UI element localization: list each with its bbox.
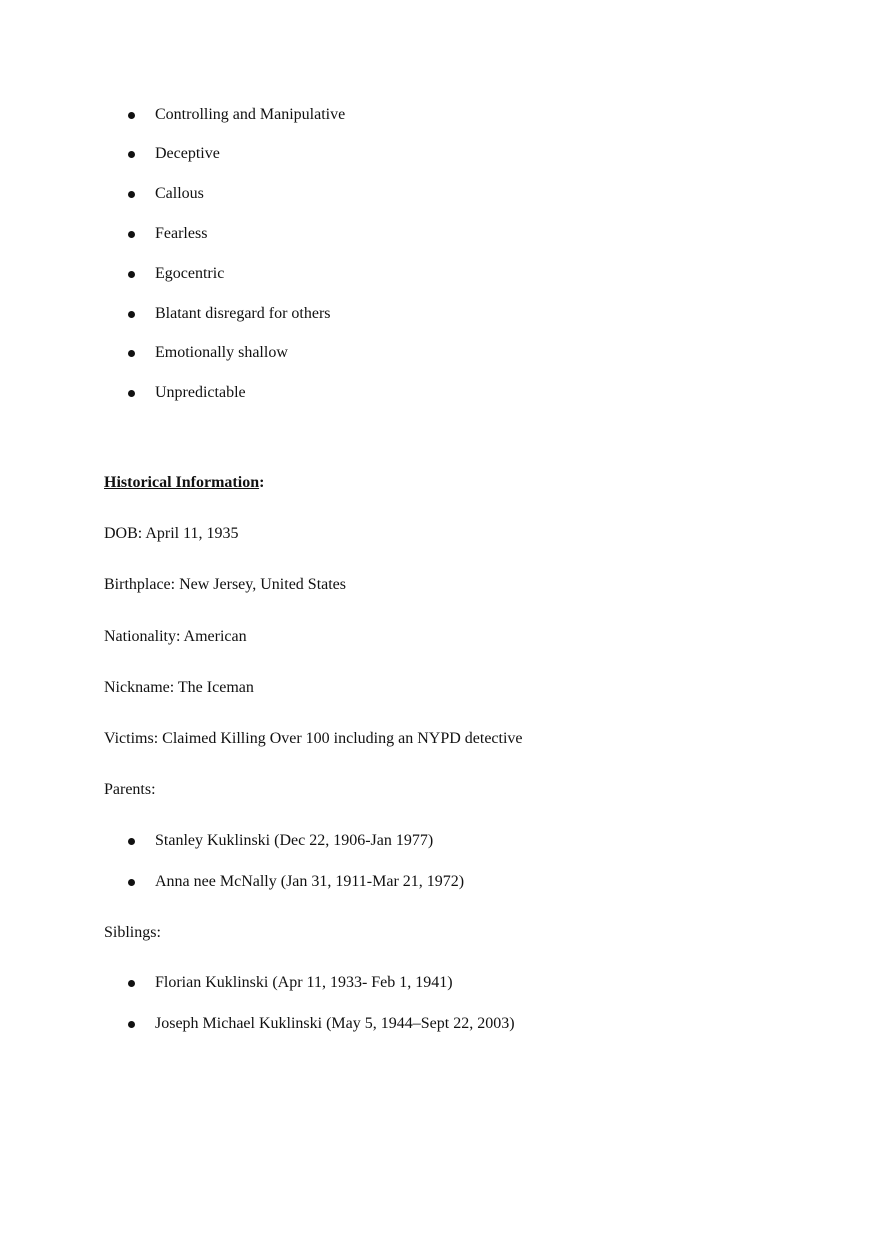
trait-text: Controlling and Manipulative xyxy=(155,106,346,123)
list-item xyxy=(0,186,880,210)
list-item xyxy=(0,266,880,290)
trait-text: Deceptive xyxy=(155,145,220,162)
list-item xyxy=(0,146,880,170)
heading-text: Historical Information xyxy=(104,474,260,491)
list-item xyxy=(0,833,880,857)
trait-text: Unpredictable xyxy=(155,384,246,401)
sibling-text: Joseph Michael Kuklinski (May 5, 1944–Sept 22, 2003) xyxy=(155,1015,515,1032)
sibling-text: Florian Kuklinski (Apr 11, 1933- Feb 1, 1941) xyxy=(155,974,453,991)
section-heading xyxy=(104,473,264,493)
nationality-line: Nationality: American xyxy=(104,628,247,645)
list-item xyxy=(0,306,880,330)
list-item xyxy=(0,345,880,369)
bullet-icon xyxy=(128,231,135,238)
list-item xyxy=(0,385,880,409)
bullet-icon xyxy=(128,350,135,357)
bullet-icon xyxy=(128,151,135,158)
list-item xyxy=(0,975,880,999)
victims-line: Victims: Claimed Killing Over 100 including an NYPD detective xyxy=(104,730,523,747)
bullet-icon xyxy=(128,390,135,397)
bullet-icon xyxy=(128,838,135,845)
trait-text: Fearless xyxy=(155,225,208,242)
bullet-icon xyxy=(128,271,135,278)
bullet-icon xyxy=(128,112,135,119)
trait-text: Callous xyxy=(155,185,204,202)
nickname-line: Nickname: The Iceman xyxy=(104,679,254,696)
bullet-icon xyxy=(128,879,135,886)
bullet-icon xyxy=(128,1021,135,1028)
siblings-label: Siblings: xyxy=(104,924,161,941)
trait-text: Blatant disregard for others xyxy=(155,305,331,322)
trait-text: Emotionally shallow xyxy=(155,344,288,361)
bullet-icon xyxy=(128,191,135,198)
parents-label: Parents: xyxy=(104,781,156,798)
list-item xyxy=(0,874,880,898)
list-item xyxy=(0,226,880,250)
list-item xyxy=(0,107,880,131)
trait-text: Egocentric xyxy=(155,265,225,282)
birthplace-line: Birthplace: New Jersey, United States xyxy=(104,576,347,593)
dob-line: DOB: April 11, 1935 xyxy=(104,525,239,542)
bullet-icon xyxy=(128,980,135,987)
heading-colon: : xyxy=(259,474,265,491)
parent-text: Stanley Kuklinski (Dec 22, 1906-Jan 1977) xyxy=(155,832,434,849)
bullet-icon xyxy=(128,311,135,318)
list-item xyxy=(0,1016,880,1040)
parent-text: Anna nee McNally (Jan 31, 1911-Mar 21, 1972) xyxy=(155,873,465,890)
